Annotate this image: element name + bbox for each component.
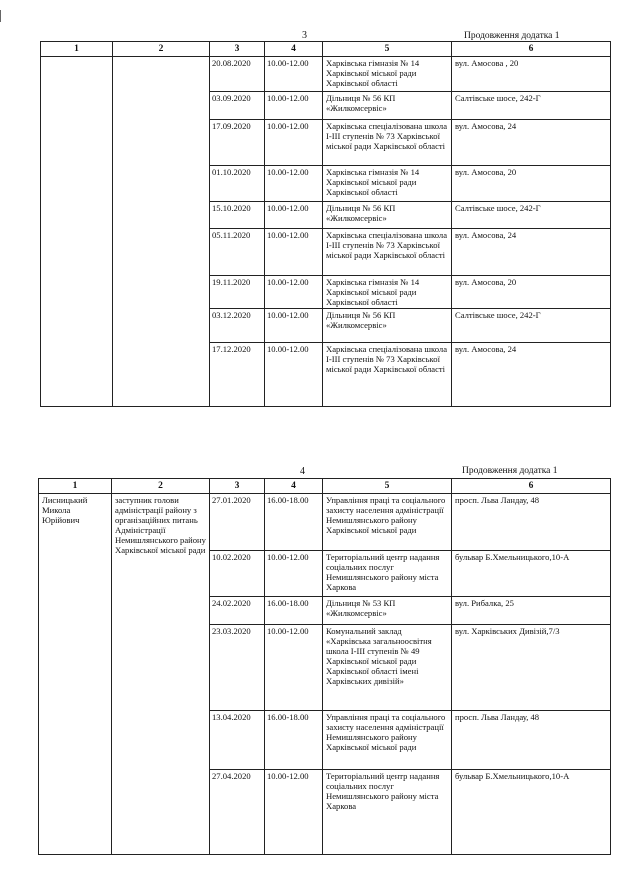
date-cell: 24.02.2020 <box>210 597 265 625</box>
col-header: 2 <box>112 479 210 494</box>
table-header-row <box>41 42 611 57</box>
date-cell: 20.08.2020 <box>210 57 265 92</box>
address-cell: вул. Рибалка, 25 <box>452 597 611 625</box>
time-cell: 10.00-12.00 <box>265 202 323 229</box>
address-cell: Салтівське шосе, 242-Г <box>452 92 611 120</box>
address-cell: Салтівське шосе, 242-Г <box>452 202 611 229</box>
place-cell: Дільниця № 56 КП «Жилкомсервіс» <box>323 309 452 343</box>
time-cell: 10.00-12.00 <box>265 551 323 597</box>
time-cell: 10.00-12.00 <box>265 625 323 711</box>
page-number: 4 <box>300 466 305 477</box>
time-cell: 16.00-18.00 <box>265 711 323 770</box>
time-cell: 10.00-12.00 <box>265 120 323 166</box>
place-cell: Дільниця № 56 КП «Жилкомсервіс» <box>323 92 452 120</box>
col-header: 5 <box>323 42 452 57</box>
place-cell: Харківська гімназія № 14 Харківської міської ради Харківської області <box>323 57 452 92</box>
person-cell <box>41 57 113 407</box>
date-cell: 19.11.2020 <box>210 276 265 309</box>
place-cell: Комунальний заклад «Харківська загальноосвітня школа І-ІІІ ступенів № 49 Харківської міської ради Харківської області імені Харківських дивізій» <box>323 625 452 711</box>
place-cell: Харківська спеціалізована школа І-ІІІ ступенів № 73 Харківської міської ради Харківської області <box>323 229 452 276</box>
table-row <box>41 57 611 92</box>
address-cell: вул. Амосова, 20 <box>452 166 611 202</box>
col-header: 1 <box>41 42 113 57</box>
address-cell: бульвар Б.Хмельницького,10-А <box>452 551 611 597</box>
person-cell: Лисницький Микола Юрійович <box>39 494 112 855</box>
place-cell: Управління праці та соціального захисту населення адміністрації Немишлянського району Харківської міської ради <box>323 494 452 551</box>
table-row <box>39 494 611 551</box>
col-header: 3 <box>210 42 265 57</box>
time-cell: 10.00-12.00 <box>265 276 323 309</box>
time-cell: 10.00-12.00 <box>265 57 323 92</box>
date-cell: 23.03.2020 <box>210 625 265 711</box>
position-cell: заступник голови адміністрації району з організаційних питань Адміністрації Немишлянського району Харківської міської ради <box>112 494 210 855</box>
time-cell: 10.00-12.00 <box>265 229 323 276</box>
place-cell: Харківська гімназія № 14 Харківської міської ради Харківської області <box>323 166 452 202</box>
address-cell: вул. Амосова, 24 <box>452 120 611 166</box>
col-header: 5 <box>323 479 452 494</box>
date-cell: 05.11.2020 <box>210 229 265 276</box>
address-cell: просп. Льва Ландау, 48 <box>452 711 611 770</box>
date-cell: 03.09.2020 <box>210 92 265 120</box>
time-cell: 10.00-12.00 <box>265 92 323 120</box>
place-cell: Територіальний центр надання соціальних послуг Немишлянського району міста Харкова <box>323 770 452 855</box>
col-header: 2 <box>113 42 210 57</box>
continuation-label: Продовження додатка 1 <box>464 31 560 41</box>
col-header: 4 <box>265 479 323 494</box>
col-header: 6 <box>452 479 611 494</box>
date-cell: 01.10.2020 <box>210 166 265 202</box>
place-cell: Харківська гімназія № 14 Харківської міської ради Харківської області <box>323 276 452 309</box>
place-cell: Дільниця № 56 КП «Жилкомсервіс» <box>323 202 452 229</box>
table-header-row <box>39 479 611 494</box>
place-cell: Дільниця № 53 КП «Жилкомсервіс» <box>323 597 452 625</box>
position-cell <box>113 57 210 407</box>
place-cell: Управління праці та соціального захисту населення адміністрації Немишлянського району Харківської міської ради <box>323 711 452 770</box>
col-header: 6 <box>452 42 611 57</box>
continuation-label: Продовження додатка 1 <box>462 466 558 476</box>
address-cell: просп. Льва Ландау, 48 <box>452 494 611 551</box>
date-cell: 03.12.2020 <box>210 309 265 343</box>
page-number: 3 <box>302 30 307 41</box>
address-cell: Салтівське шосе, 242-Г <box>452 309 611 343</box>
address-cell: вул. Амосова, 24 <box>452 343 611 407</box>
date-cell: 27.01.2020 <box>210 494 265 551</box>
time-cell: 10.00-12.00 <box>265 309 323 343</box>
margin-mark <box>0 10 1 22</box>
schedule-table-page-4 <box>38 478 611 855</box>
place-cell: Харківська спеціалізована школа І-ІІІ ступенів № 73 Харківської міської ради Харківської області <box>323 120 452 166</box>
date-cell: 27.04.2020 <box>210 770 265 855</box>
address-cell: вул. Амосова , 20 <box>452 57 611 92</box>
col-header: 1 <box>39 479 112 494</box>
col-header: 3 <box>210 479 265 494</box>
schedule-table-page-3 <box>40 41 611 407</box>
place-cell: Харківська спеціалізована школа І-ІІІ ступенів № 73 Харківської міської ради Харківської області <box>323 343 452 407</box>
date-cell: 13.04.2020 <box>210 711 265 770</box>
date-cell: 17.09.2020 <box>210 120 265 166</box>
col-header: 4 <box>265 42 323 57</box>
address-cell: бульвар Б.Хмельницького,10-А <box>452 770 611 855</box>
time-cell: 16.00-18.00 <box>265 597 323 625</box>
time-cell: 10.00-12.00 <box>265 770 323 855</box>
time-cell: 10.00-12.00 <box>265 343 323 407</box>
address-cell: вул. Амосова, 20 <box>452 276 611 309</box>
date-cell: 15.10.2020 <box>210 202 265 229</box>
time-cell: 16.00-18.00 <box>265 494 323 551</box>
place-cell: Територіальний центр надання соціальних послуг Немишлянського району міста Харкова <box>323 551 452 597</box>
address-cell: вул. Харківських Дивізій,7/3 <box>452 625 611 711</box>
time-cell: 10.00-12.00 <box>265 166 323 202</box>
date-cell: 10.02.2020 <box>210 551 265 597</box>
date-cell: 17.12.2020 <box>210 343 265 407</box>
address-cell: вул. Амосова, 24 <box>452 229 611 276</box>
